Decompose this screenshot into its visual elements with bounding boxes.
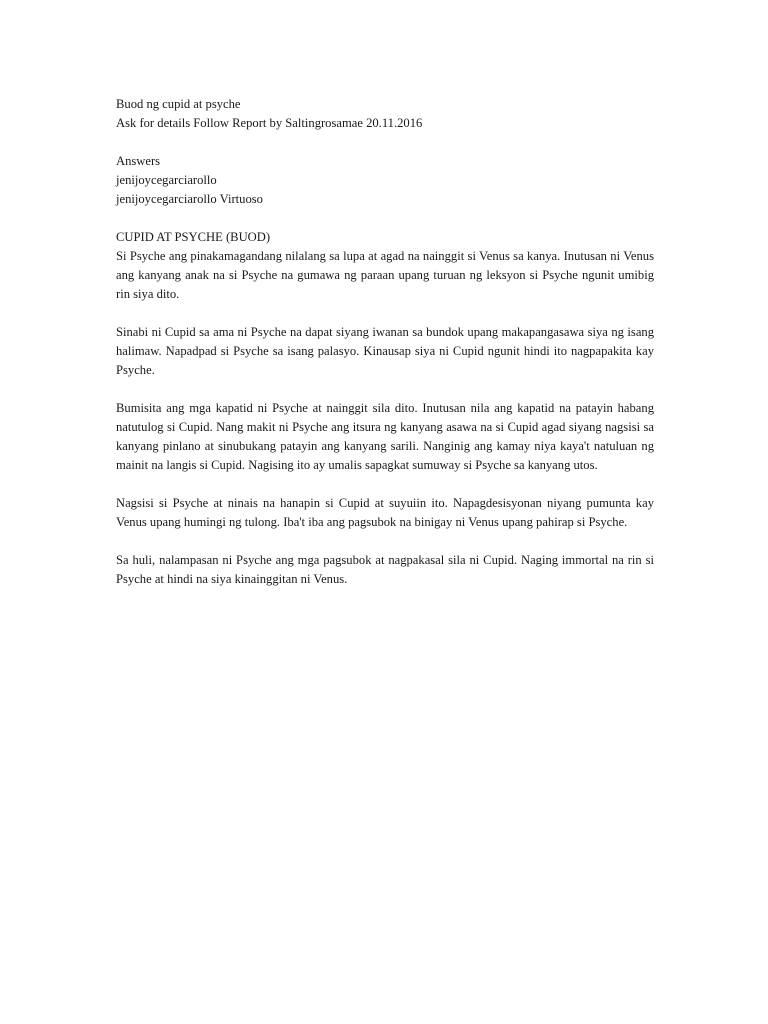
paragraph-3: Bumisita ang mga kapatid ni Psyche at nainggit sila dito. Inutusan nila ang kapatid na patayin habang natutulog si Cupid. Nang makit ni Psyche ang itsura ng kanyang asawa na si Cupid agad siyang nagsisi sa kanyang pinlano at sinubukang patayin ang kanyang sarili. Nanginig ang kamay niya kaya't natuluan ng mainit na langis si Cupid. Nagising ito ay umalis sapagkat sumuway si Psyche sa kanyang utos.	[116, 401, 654, 472]
question-title: Buod ng cupid at psyche	[116, 97, 241, 111]
question-meta: Ask for details Follow Report by Saltingrosamae 20.11.2016	[116, 116, 423, 130]
paragraph-1: Si Psyche ang pinakamagandang nilalang sa lupa at agad na nainggit si Venus sa kanya. Inutusan ni Venus ang kanyang anak na si Psyche na gumawa ng paraan upang turuan ng leksyon si Psyche ngunit umibig rin siya dito.	[116, 249, 654, 301]
section-title: CUPID AT PSYCHE (BUOD)	[116, 230, 271, 244]
spacer	[116, 133, 654, 152]
paragraph-2: Sinabi ni Cupid sa ama ni Psyche na dapat siyang iwanan sa bundok upang makapangasawa siya ng isang halimaw. Napadpad si Psyche sa isang palasyo. Kinausap siya ni Cupid ngunit hindi ito nagpapakita kay Psyche.	[116, 325, 654, 377]
answer-author: jenijoycegarciarollo	[116, 173, 217, 187]
spacer	[116, 209, 654, 228]
document-page	[116, 95, 654, 608]
answer-author-rank: jenijoycegarciarollo Virtuoso	[116, 192, 263, 206]
paragraph-5: Sa huli, nalampasan ni Psyche ang mga pagsubok at nagpakasal sila ni Cupid. Naging immortal na rin si Psyche at hindi na siya kinainggitan ni Venus.	[116, 553, 654, 586]
paragraph-4: Nagsisi si Psyche at ninais na hanapin si Cupid at suyuiin ito. Napagdesisyonan niyang pumunta kay Venus upang humingi ng tulong. Iba't iba ang pagsubok na binigay ni Venus upang pahirap si Psyche.	[116, 496, 654, 529]
answers-label: Answers	[116, 154, 161, 168]
